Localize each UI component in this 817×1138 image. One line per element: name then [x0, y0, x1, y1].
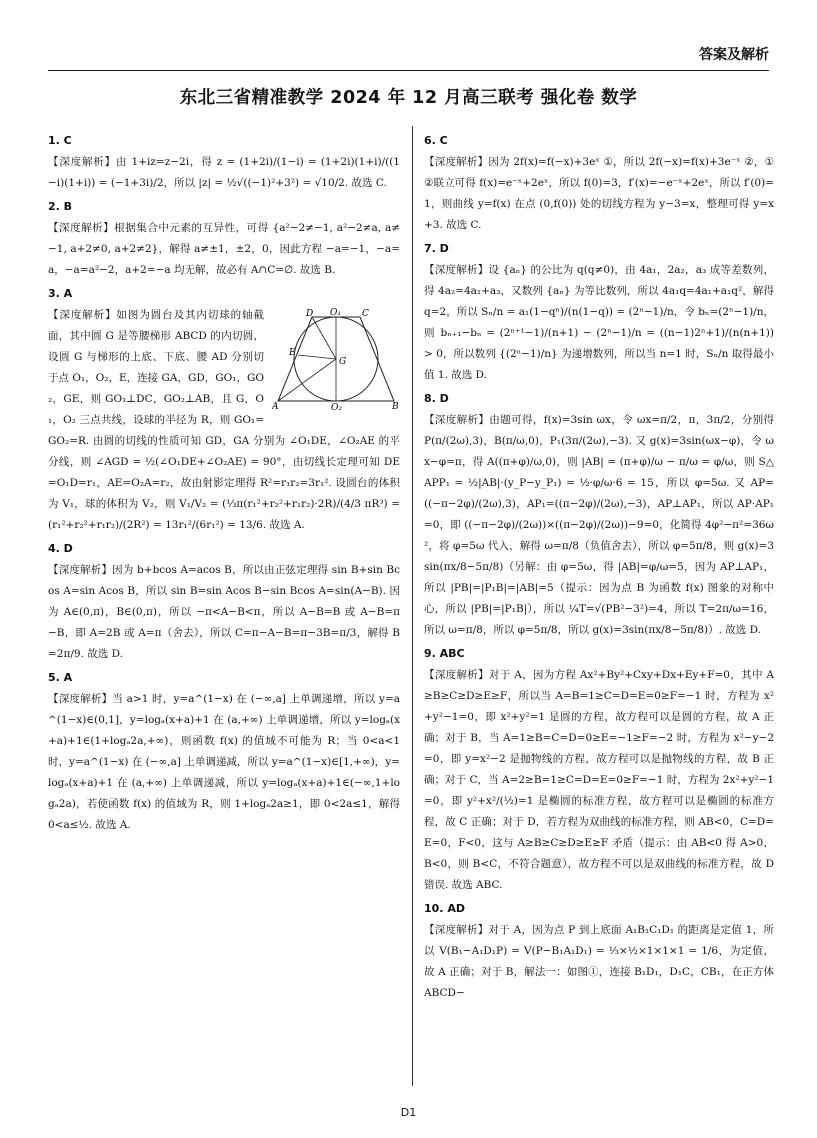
left-column	[48, 128, 400, 836]
column-divider	[412, 126, 413, 1086]
figure-label: D	[306, 309, 314, 319]
answer-item	[424, 643, 774, 896]
figure-label: B	[392, 402, 399, 411]
answer-item	[424, 130, 774, 236]
figure-label: G	[339, 357, 347, 367]
answer-explanation: 【深度解析】当 a>1 时，y=a^(1−x) 在 (−∞,a] 上单调递增，所以 y=a^(1−x)∈(0,1]，y=logₐ(x+a)+1 在 (a,+∞) 上单调递增，所以 y=logₐ(x+a)+1∈(1+logₐ2a,+∞)，则函数 f(x) 的值域不可能为 R；当 0<a<1 时，y=a^(1−x) 在 (−∞,a] 上单调递减，所以 y=a^(1−x)∈[1,+∞)，y=logₐ(x+a)+1 在 (a,+∞) 上单调递减，所以 y=logₐ(x+a)+1∈(−∞,1+logₐ2a)，若使函数 f(x) 的值域为 R，则 1+logₐ2a≥1，即 0<2a≤1，解得 0<a≤½. 故选 A.	[48, 693, 400, 831]
answer-item	[48, 538, 400, 665]
right-column	[424, 128, 774, 1004]
answer-number: 2. B	[48, 200, 73, 213]
answer-explanation: 【深度解析】因为 b+bcos A=acos B，所以由正弦定理得 sin B+sin Bcos A=sin Acos B，所以 sin B=sin Acos B−sin Bcos A=sin(A−B). 因为 A∈(0,π)，B∈(0,π)，所以 −π<A−B<π，所以 A−B=B 或 A−B=π−B，即 A=2B 或 A=π（舍去），所以 C=π−A−B=π−3B=π/3，解得 B=2π/9. 故选 D.	[48, 564, 400, 660]
answer-explanation: 【深度解析】因为 2f(x)=f(−x)+3eˣ ①，所以 2f(−x)=f(x)+3e⁻ˣ ②，①②联立可得 f(x)=e⁻ˣ+2eˣ，所以 f(0)=3，f′(x)=−e⁻ˣ+2eˣ，所以 f′(0)=1，则曲线 y=f(x) 在点 (0,f(0)) 处的切线方程为 y−3=x，整理可得 y=x+3. 故选 C.	[424, 156, 774, 231]
answer-number: 4. D	[48, 542, 73, 555]
figure-label: A	[272, 402, 279, 411]
figure-label: O₁	[330, 308, 341, 318]
answer-number: 5. A	[48, 671, 73, 684]
answer-number: 6. C	[424, 134, 448, 147]
page-number: D1	[400, 1106, 417, 1119]
answer-explanation: 【深度解析】设 {aₙ} 的公比为 q(q≠0)，由 4a₁，2a₂，a₃ 成等差数列，得 4a₂=4a₁+a₃，又数列 {aₙ} 为等比数列，所以 4a₁q=4a₁+a₁q²，解得 q=2，所以 Sₙ/n = a₁(1−qⁿ)/(n(1−q)) = (2ⁿ−1)/n，令 bₙ=(2ⁿ−1)/n，则 bₙ₊₁−bₙ = (2ⁿ⁺¹−1)/(n+1) − (2ⁿ−1)/n = ((n−1)2ⁿ+1)/(n(n+1)) > 0，所以数列 {(2ⁿ−1)/n} 为递增数列，所以当 n=1 时，Sₙ/n 取得最小值 1. 故选 D.	[424, 264, 774, 381]
page-title: 东北三省精准教学 2024 年 12 月高三联考 强化卷 数学	[179, 88, 638, 108]
section-label: 答案及解析	[699, 47, 769, 63]
answer-explanation: 【深度解析】由题可得，f(x)=3sin ωx，令 ωx=π/2，π，3π/2，分别得 P(π/(2ω),3)，B(π/ω,0)，P₁(3π/(2ω),−3). 又 g(x)=3sin(ωx−φ)，令 ωx−φ=π，得 A((π+φ)/ω,0)，则 |AB| = (π+φ)/ω − π/ω = φ/ω，则 S△APP₁ = ½|AB|·(y_P−y_P₁) = ½·φ/ω·6 = 15，所以 φ=5ω. 又 AP=((−π−2φ)/(2ω),3)，AP₁=((π−2φ)/(2ω),−3)，AP⊥AP₁，所以 AP·AP₁=0，即 ((−π−2φ)/(2ω))×((π−2φ)/(2ω))−9=0，化简得 4φ²−π²=36ω²，将 φ=5ω 代入，解得 ω=π/8（负值舍去），所以 φ=5π/8，则 g(x)=3sin(πx/8−5π/8)（另解：由 φ=5ω，得 |AB|=φ/ω=5，因为 AP⊥AP₁，所以 |PB|=|P₁B|=|AB|=5（提示：因为点 B 为函数 f(x) 图象的对称中心，所以 |PB|=|P₁B|），所以 ¼T=√(PB²−3²)=4，所以 T=2π/ω=16，所以 ω=π/8，所以 φ=5π/8，所以 g(x)=3sin(πx/8−5π/8)）. 故选 D.	[424, 414, 774, 636]
figure-label: C	[362, 309, 369, 319]
answer-explanation: 【深度解析】由 1+iz=z−2i，得 z = (1+2i)/(1−i) = (1+2i)(1+i)/((1−i)(1+i)) = (−1+3i)/2，所以 |z| = ½√((−1)²+3²) = √10/2. 故选 C.	[48, 156, 400, 189]
answer-explanation: 【深度解析】如图为圆台及其内切球的轴截面，其中圆 G 是等腰梯形 ABCD 的内切圆，设圆 G 与梯形的上底、下底、腰 AD 分别切于点 O₁，O₂，E，连接 GA，GD，GO₁，GO₂，GE，则 GO₁⊥DC，GO₂⊥AB，且 G，O₁，O₂ 三点共线，设球的半径为 R，则 GO₁=GO₂=R. 由圆的切线的性质可知 GD，GA 分别为 ∠O₁DE，∠O₂AE 的平分线，则 ∠AGD = ½(∠O₁DE+∠O₂AE) = 90°，由切线长定理可知 DE=O₁D=r₁，AE=O₂A=r₂，故由射影定理得 R²=r₁r₂=3r₁². 设圆台的体积为 V₁，球的体积为 V₂，则 V₁/V₂ = (⅓π(r₁²+r₂²+r₁r₂)·2R)/(4/3 πR³) = (r₁²+r₂²+r₁r₂)/(2R²) = 13r₁²/(6r₁²) = 13/6. 故选 A.	[48, 309, 400, 531]
answer-explanation: 【深度解析】根据集合中元素的互异性，可得 {a²−2≠−1, a²−2≠a, a≠−1, a+2≠0, a+2≠2}，解得 a≠±1，±2，0，因此方程 −a=−1，−a=a，−a=a²−2，a+2=−a 均无解，故必有 A∩C=∅. 故选 B.	[48, 222, 400, 276]
answer-number: 1. C	[48, 134, 72, 147]
frustum-cross-section-figure	[272, 307, 400, 411]
answer-number: 10. AD	[424, 902, 465, 915]
answer-item	[48, 667, 400, 836]
answer-item	[48, 130, 400, 194]
answer-item	[424, 898, 774, 1004]
answer-item	[48, 283, 400, 536]
header-rule	[48, 70, 769, 71]
answer-item	[48, 196, 400, 281]
answer-explanation: 【深度解析】对于 A，因为方程 Ax²+By²+Cxy+Dx+Ey+F=0，其中 A≥B≥C≥D≥E≥F，所以当 A=B=1≥C=D=E=0≥F=−1 时，方程为 x²+y²−1=0，即 x²+y²=1 是圆的方程，故方程可以是圆的方程，故 A 正确；对于 B，当 A=1≥B=C=D=0≥E=−1≥F=−2 时，方程为 x²−y−2=0，即 y=x²−2 是抛物线的方程，故方程可以是抛物线的方程，故 B 正确；对于 C，当 A=2≥B=1≥C=D=E=0≥F=−1 时，方程为 2x²+y²−1=0，即 y²+x²/(½)=1 是椭圆的标准方程，故方程可以是椭圆的标准方程，故 C 正确；对于 D，若方程为双曲线的标准方程，则 AB<0，C=D=E=0，F<0，这与 A≥B≥C≥D≥E≥F 矛盾（提示：由 AB<0 得 A>0，B<0，则 B<C，不符合题意），故方程不可以是双曲线的标准方程，故 D 错误. 故选 ABC.	[424, 669, 774, 891]
answer-number: 8. D	[424, 392, 449, 405]
answer-number: 3. A	[48, 287, 73, 300]
answer-number: 9. ABC	[424, 647, 465, 660]
answer-item	[424, 238, 774, 386]
answer-item	[424, 388, 774, 641]
answer-number: 7. D	[424, 242, 449, 255]
figure-label: E	[289, 348, 296, 358]
answer-explanation: 【深度解析】对于 A，因为点 P 到上底面 A₁B₁C₁D₁ 的距离是定值 1，所以 V(B₁−A₁D₁P) = V(P−B₁A₁D₁) = ⅓×½×1×1×1 = 1/6，为定值，故 A 正确；对于 B，解法一：如图①，连接 B₁D₁，D₁C，CB₁，在正方体 ABCD−	[424, 924, 774, 999]
figure-label: O₂	[331, 403, 342, 411]
